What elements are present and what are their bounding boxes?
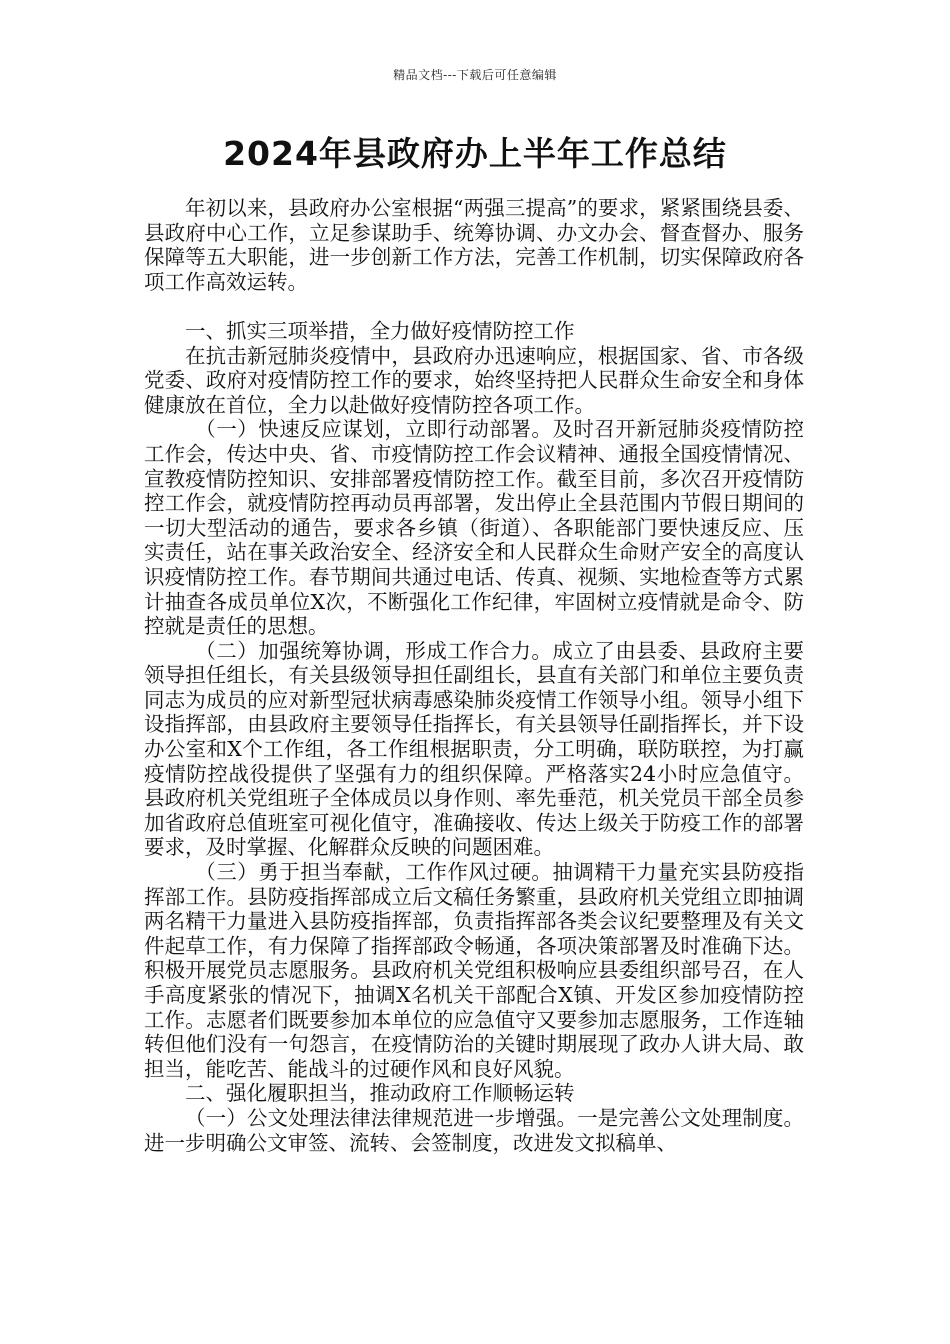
paragraph: 在抗击新冠肺炎疫情中，县政府办迅速响应，根据国家、省、市各级党委、政府对疫情防控工作的要求，始终坚持把人民群众生命安全和身体健康放在首位，全力以赴做好疫情防控各项工作。 xyxy=(144,343,804,417)
intro-paragraph: 年初以来，县政府办公室根据“两强三提高”的要求，紧紧围绕县委、县政府中心工作，立足参谋助手、统筹协调、办文办会、督查督办、服务保障等五大职能，进一步创新工作方法，完善工作机制，切实保障政府各项工作高效运转。 xyxy=(144,196,804,294)
header-note: 精品文档---下载后可任意编辑 xyxy=(393,68,557,82)
section-heading-2: 二、强化履职担当，推动政府工作顺畅运转 xyxy=(185,1081,575,1106)
section-heading-1: 一、抓实三项举措，全力做好疫情防控工作 xyxy=(185,318,575,343)
subsection-paragraph-4: （一）公文处理法律法律规范进一步增强。一是完善公文处理制度。进一步明确公文审签、流转、会签制度，改进发文拟稿单、 xyxy=(144,1105,804,1155)
paragraph-gap xyxy=(144,294,804,319)
subsection-paragraph-1: （一）快速反应谋划，立即行动部署。及时召开新冠肺炎疫情防控工作会，传达中央、省、市疫情防控工作会议精神、通报全国疫情情况、宣教疫情防控知识、安排部署疫情防控工作。截至目前，多次召开疫情防控工作会，就疫情防控再动员再部署，发出停止全县范围内节假日期间的一切大型活动的通告，要求各乡镇（街道）、各职能部门要快速反应、压实责任，站在事关政治安全、经济安全和人民群众生命财产安全的高度认识疫情防控工作。春节期间共通过电话、传真、视频、实地检查等方式累计抽查各成员单位X次，不断强化工作纪律，牢固树立疫情就是命令、防控就是责任的思想。 xyxy=(144,417,804,639)
document-title: 2024年县政府办上半年工作总结 xyxy=(223,134,727,173)
subsection-paragraph-2: （二）加强统筹协调，形成工作合力。成立了由县委、县政府主要领导担任组长，有关县级领导担任副组长，县直有关部门和单位主要负责同志为成员的应对新型冠状病毒感染肺炎疫情工作领导小组。领导小组下设指挥部，由县政府主要领导任指挥长，有关县领导任副指挥长，并下设办公室和X个工作组，各工作组根据职责，分工明确，联防联控，为打赢疫情防控战役提供了坚强有力的组织保障。严格落实24小时应急值守。县政府机关党组班子全体成员以身作则、率先垂范，机关党员干部全员参加省政府总值班室可视化值守，准确接收、传达上级关于防疫工作的部署要求，及时掌握、化解群众反映的问题困难。 xyxy=(144,638,804,860)
subsection-paragraph-3: （三）勇于担当奉献，工作作风过硬。抽调精干力量充实县防疫指挥部工作。县防疫指挥部成立后文稿任务繁重，县政府机关党组立即抽调两名精干力量进入县防疫指挥部，负责指挥部各类会议纪要整理及有关文件起草工作，有力保障了指挥部政令畅通，各项决策部署及时准确下达。积极开展党员志愿服务。县政府机关党组积极响应县委组织部号召，在人手高度紧张的情况下，抽调X名机关干部配合X镇、开发区参加疫情防控工作。志愿者们既要参加本单位的应急值守又要参加志愿服务，工作连轴转但他们没有一句怨言，在疫情防治的关键时期展现了政办人讲大局、敢担当，能吃苦、能战斗的过硬作风和良好风貌。 xyxy=(144,860,804,1081)
document-body xyxy=(144,196,804,1155)
